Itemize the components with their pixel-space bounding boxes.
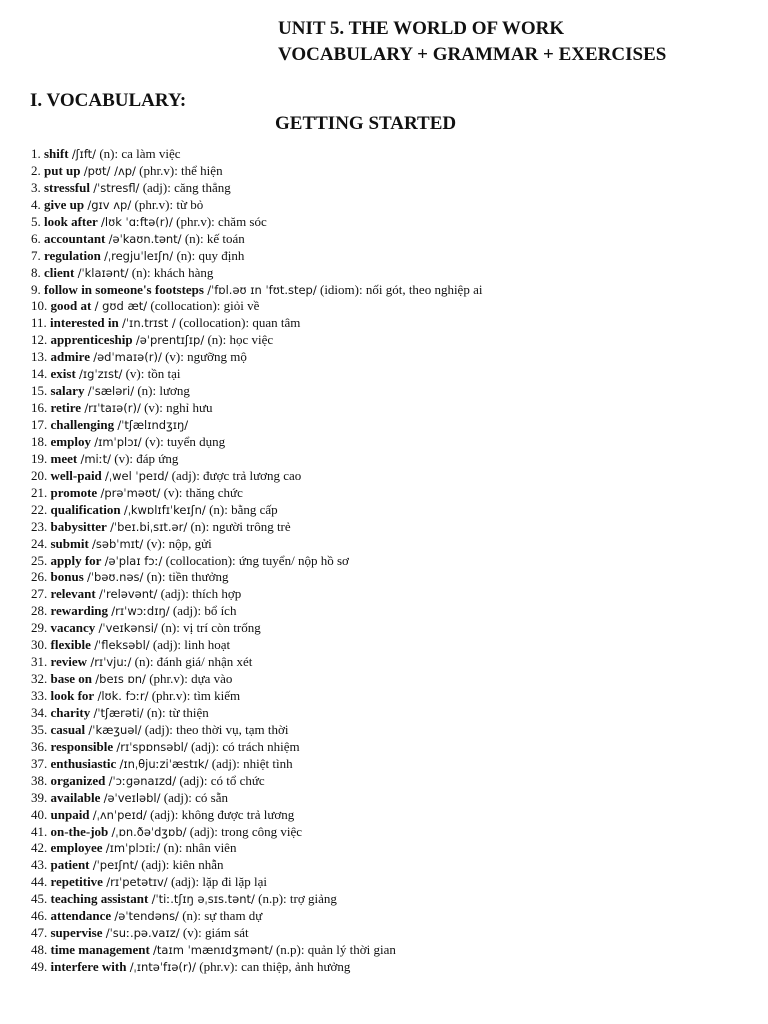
vocab-word: stressful xyxy=(44,179,90,195)
vocab-number: 1. xyxy=(31,146,41,161)
vocab-number: 26. xyxy=(31,569,48,585)
vocab-number: 43. xyxy=(31,857,48,873)
vocab-ipa: /əˈkaʊn.tənt/ xyxy=(108,231,182,246)
vocab-word: apprenticeship xyxy=(50,332,133,348)
vocab-definition: (n): tiền thưởng xyxy=(146,569,229,585)
vocab-ipa: /ˈɪn.trɪst / xyxy=(122,316,176,331)
vocab-item xyxy=(31,671,751,688)
vocab-word: rewarding xyxy=(50,603,109,619)
vocab-ipa: /ˌɪntəˈfɪə(r)/ xyxy=(129,960,197,974)
vocab-number: 6. xyxy=(31,230,41,246)
vocab-word: charity xyxy=(50,704,91,720)
vocab-item xyxy=(31,722,751,739)
vocab-number: 30. xyxy=(31,637,48,653)
vocab-word: qualification xyxy=(50,501,121,517)
vocab-number: 28. xyxy=(31,603,48,619)
vocab-ipa: /lʊk ˈɑːftə(r)/ xyxy=(101,214,173,229)
vocab-number: 8. xyxy=(31,264,41,280)
vocab-ipa: /ˌkwɒlɪfɪˈkeɪʃn/ xyxy=(123,502,206,517)
vocab-definition: (adj): thích hợp xyxy=(160,586,242,602)
vocab-ipa: /rɪˈpetətɪv/ xyxy=(106,875,168,890)
vocab-item xyxy=(31,824,751,841)
vocab-number: 27. xyxy=(31,586,48,602)
vocab-item xyxy=(31,163,751,180)
vocab-ipa: /taɪm ˈmænɪdʒmənt/ xyxy=(153,943,273,958)
vocab-word: relevant xyxy=(50,586,96,602)
vocab-word: promote xyxy=(50,484,98,500)
vocab-word: review xyxy=(50,654,88,670)
vocab-word: bonus xyxy=(50,569,84,585)
vocab-word: put up xyxy=(44,162,81,178)
vocab-number: 4. xyxy=(31,196,41,212)
vocab-number: 11. xyxy=(31,315,47,331)
vocab-number: 17. xyxy=(31,417,48,432)
vocab-item xyxy=(31,214,751,231)
vocab-ipa: /ˈtʃærəti/ xyxy=(93,705,144,720)
vocab-word: teaching assistant xyxy=(50,891,149,907)
vocab-word: well-paid xyxy=(50,467,102,483)
vocab-number: 32. xyxy=(31,671,48,687)
vocab-word: supervise xyxy=(50,925,103,941)
vocab-list xyxy=(31,146,751,976)
vocab-number: 44. xyxy=(31,874,48,890)
vocab-definition: (phr.v): can thiệp, ảnh hưởng xyxy=(199,959,351,974)
vocab-number: 22. xyxy=(31,501,48,517)
vocab-number: 40. xyxy=(31,806,48,822)
vocab-definition: (adj): trong công việc xyxy=(189,823,303,839)
vocab-number: 7. xyxy=(31,247,41,263)
vocab-ipa: /ˈklaɪənt/ xyxy=(77,265,129,280)
vocab-definition: (phr.v): từ bỏ xyxy=(134,196,204,212)
vocab-number: 20. xyxy=(31,467,48,483)
vocab-word: available xyxy=(50,789,101,805)
vocab-number: 33. xyxy=(31,688,48,703)
vocab-ipa: /rɪˈtaɪə(r)/ xyxy=(84,401,141,416)
vocab-definition: (collocation): giỏi về xyxy=(150,298,260,314)
vocab-ipa: /səbˈmɪt/ xyxy=(92,536,144,551)
vocab-definition: (v): giám sát xyxy=(182,925,249,941)
section-title: I. VOCABULARY: xyxy=(30,90,187,111)
vocab-definition: (adj): lặp đi lặp lại xyxy=(170,874,267,890)
vocab-word: flexible xyxy=(50,637,91,653)
vocab-item xyxy=(31,688,751,705)
vocab-item xyxy=(31,891,751,908)
vocab-definition: (v): tuyển dụng xyxy=(144,433,226,449)
vocab-definition: (n): từ thiện xyxy=(146,704,209,720)
vocab-number: 34. xyxy=(31,704,48,720)
vocab-word: time management xyxy=(50,942,150,958)
vocab-number: 48. xyxy=(31,942,48,958)
vocab-ipa: /ˈbəʊ.nəs/ xyxy=(87,570,144,585)
vocab-ipa: /ˈfleksəbl/ xyxy=(94,638,150,653)
vocab-ipa: /əˈtendəns/ xyxy=(114,909,179,924)
vocab-definition: (adj): nhiệt tình xyxy=(211,755,293,771)
vocab-item xyxy=(31,857,751,874)
vocab-item xyxy=(31,925,751,942)
vocab-word: good at xyxy=(50,298,92,314)
vocab-ipa: /ədˈmaɪə(r)/ xyxy=(93,350,162,365)
vocab-ipa: /gɪv ʌp/ xyxy=(87,197,132,212)
vocab-word: submit xyxy=(50,535,89,551)
vocab-item xyxy=(31,197,751,214)
vocab-word: employ xyxy=(50,433,91,449)
vocab-definition: (collocation): quan tâm xyxy=(179,315,301,331)
vocab-definition: (v): thăng chức xyxy=(163,484,243,500)
vocab-ipa: /əˈprentɪʃɪp/ xyxy=(135,333,205,348)
vocab-item xyxy=(31,485,751,502)
vocab-word: admire xyxy=(50,349,90,365)
vocab-ipa: /lʊk. fɔːr/ xyxy=(97,689,149,703)
vocab-number: 19. xyxy=(31,450,48,466)
vocab-definition: (phr.v): tìm kiếm xyxy=(151,688,241,703)
vocab-number: 45. xyxy=(31,891,48,907)
vocab-word: on-the-job xyxy=(50,823,109,839)
vocab-item xyxy=(31,807,751,824)
vocab-ipa: /ˈtiː.tʃɪŋ əˌsɪs.tənt/ xyxy=(151,892,255,907)
vocab-ipa: /ˌregjuˈleɪʃn/ xyxy=(104,248,174,263)
vocab-item xyxy=(31,908,751,925)
vocab-definition: (phr.v): chăm sóc xyxy=(176,213,267,229)
vocab-word: responsible xyxy=(50,738,114,754)
vocab-word: client xyxy=(44,264,75,280)
vocab-ipa: /ɪmˈplɔɪiː/ xyxy=(105,841,161,856)
vocab-ipa: /ɪmˈplɔɪ/ xyxy=(94,434,142,449)
vocab-word: challenging xyxy=(50,417,115,432)
vocab-item xyxy=(31,468,751,485)
vocab-number: 3. xyxy=(31,179,41,195)
vocab-item xyxy=(31,756,751,773)
vocab-definition: (n): ca làm việc xyxy=(99,146,181,161)
unit-header xyxy=(278,16,748,68)
vocab-number: 31. xyxy=(31,654,48,670)
vocab-ipa: /əˈveɪləbl/ xyxy=(103,790,161,805)
vocab-word: salary xyxy=(50,383,85,399)
vocab-definition: (adj): kiên nhẫn xyxy=(141,857,224,873)
vocab-definition: (n.p): trợ giảng xyxy=(258,891,337,907)
vocab-definition: (n): bằng cấp xyxy=(209,501,278,517)
vocab-word: babysitter xyxy=(50,518,107,534)
vocab-ipa: /əˈplaɪ fɔː/ xyxy=(104,553,163,568)
vocab-item xyxy=(31,434,751,451)
sub-title: GETTING STARTED xyxy=(275,113,457,134)
vocab-ipa: /ˈfɒl.əʊ ɪn ˈfʊt.step/ xyxy=(207,282,317,297)
vocab-item xyxy=(31,519,751,536)
vocab-word: retire xyxy=(50,400,82,416)
vocab-item xyxy=(31,332,751,349)
vocab-item xyxy=(31,773,751,790)
vocab-number: 24. xyxy=(31,535,48,551)
vocab-word: enthusiastic xyxy=(50,755,117,771)
vocab-definition: (adj): được trả lương cao xyxy=(171,467,302,483)
vocab-ipa: /miːt/ xyxy=(80,451,111,466)
vocab-item xyxy=(31,959,751,976)
vocab-definition: (n): kế toán xyxy=(184,230,245,246)
vocab-definition: (n): khách hàng xyxy=(131,264,214,280)
vocab-ipa: /ɪgˈzɪst/ xyxy=(79,367,123,382)
vocab-ipa: /rɪˈvjuː/ xyxy=(90,655,132,670)
vocab-number: 39. xyxy=(31,789,48,805)
vocab-item xyxy=(31,451,751,468)
vocab-item xyxy=(31,366,751,383)
vocab-ipa: /ˌɒn.ðəˈdʒɒb/ xyxy=(111,824,187,839)
vocab-definition: (adj): không được trả lương xyxy=(150,806,295,822)
vocab-ipa: /ˌʌnˈpeɪd/ xyxy=(92,807,147,822)
vocab-item xyxy=(31,265,751,282)
vocab-definition: (v): nộp, gửi xyxy=(146,535,212,551)
vocab-item xyxy=(31,620,751,637)
vocab-ipa: /prəˈməʊt/ xyxy=(100,485,161,500)
vocab-definition: (n): nhân viên xyxy=(163,840,237,856)
vocab-word: patient xyxy=(50,857,90,873)
vocab-definition: (phr.v): dựa vào xyxy=(149,671,233,687)
vocab-number: 18. xyxy=(31,433,48,449)
vocab-item xyxy=(31,180,751,197)
vocab-word: interested in xyxy=(50,315,119,331)
vocab-ipa: /ˈpeɪʃnt/ xyxy=(92,858,138,873)
vocab-ipa: /ʃɪft/ xyxy=(71,147,97,161)
unit-title: UNIT 5. THE WORLD OF WORK xyxy=(278,18,565,39)
vocab-item xyxy=(31,417,751,434)
vocab-definition: (v): đáp ứng xyxy=(114,450,179,466)
vocab-word: employee xyxy=(50,840,103,856)
vocab-definition: (n): quy định xyxy=(176,247,245,263)
vocab-number: 49. xyxy=(31,959,48,974)
vocab-item xyxy=(31,790,751,807)
vocab-number: 5. xyxy=(31,213,41,229)
vocab-number: 41. xyxy=(31,823,48,839)
vocab-word: look for xyxy=(50,688,95,703)
vocab-ipa: /ˈsæləri/ xyxy=(87,384,135,399)
vocab-number: 42. xyxy=(31,840,48,856)
vocab-ipa: /ˈkæʒuəl/ xyxy=(88,722,142,737)
vocab-word: base on xyxy=(50,671,93,687)
vocab-definition: (adj): linh hoạt xyxy=(152,637,231,653)
vocab-definition: (adj): có sẵn xyxy=(163,789,229,805)
vocab-word: repetitive xyxy=(50,874,103,890)
vocab-number: 10. xyxy=(31,298,48,314)
vocab-item xyxy=(31,349,751,366)
vocab-word: shift xyxy=(44,146,69,161)
vocab-item xyxy=(31,942,751,959)
vocab-item xyxy=(31,874,751,891)
vocab-item xyxy=(31,840,751,857)
vocab-definition: (v): nghỉ hưu xyxy=(144,400,213,416)
vocab-number: 21. xyxy=(31,484,48,500)
vocab-ipa: /ˈbeɪ.biˌsɪt.ər/ xyxy=(110,519,188,534)
vocab-item xyxy=(31,654,751,671)
vocab-number: 2. xyxy=(31,162,41,178)
vocab-number: 16. xyxy=(31,400,48,416)
vocab-item xyxy=(31,637,751,654)
vocab-definition: (n.p): quản lý thời gian xyxy=(275,942,396,958)
unit-subtitle: VOCABULARY + GRAMMAR + EXERCISES xyxy=(278,44,667,65)
vocab-word: vacancy xyxy=(50,620,96,636)
vocab-word: organized xyxy=(50,772,106,788)
vocab-ipa: /ˈveɪkənsi/ xyxy=(98,621,158,636)
vocab-number: 13. xyxy=(31,349,48,365)
vocab-definition: (v): tồn tại xyxy=(125,366,181,382)
vocab-ipa: /ˈsuː.pə.vaɪz/ xyxy=(105,926,180,941)
vocab-ipa: /pʊt/ /ʌp/ xyxy=(83,163,136,178)
vocab-item xyxy=(31,400,751,417)
vocab-number: 25. xyxy=(31,552,48,568)
vocab-word: attendance xyxy=(50,908,112,924)
vocab-number: 14. xyxy=(31,366,48,382)
vocab-word: apply for xyxy=(50,552,102,568)
vocab-definition: (collocation): ứng tuyển/ nộp hồ sơ xyxy=(165,552,349,568)
vocab-definition: (adj): có tổ chức xyxy=(179,772,265,788)
vocab-number: 47. xyxy=(31,925,48,941)
vocab-ipa: /ˌwel ˈpeɪd/ xyxy=(105,468,169,483)
vocab-item xyxy=(31,315,751,332)
vocab-item xyxy=(31,502,751,519)
vocab-definition: (idiom): nối gót, theo nghiệp ai xyxy=(319,281,483,297)
vocab-ipa: /ˈreləvənt/ xyxy=(99,587,158,602)
vocab-ipa: /rɪˈwɔːdɪŋ/ xyxy=(111,604,170,619)
vocab-definition: (adj): theo thời vụ, tạm thời xyxy=(144,721,289,737)
vocab-definition: (v): ngưỡng mộ xyxy=(165,349,247,365)
vocab-item xyxy=(31,248,751,265)
vocab-item xyxy=(31,705,751,722)
vocab-word: interfere with xyxy=(50,959,127,974)
vocab-item xyxy=(31,282,751,299)
vocab-word: unpaid xyxy=(50,806,90,822)
vocab-ipa: /ˈstresfl/ xyxy=(93,180,140,195)
vocab-word: give up xyxy=(44,196,85,212)
vocab-word: exist xyxy=(50,366,76,382)
vocab-definition: (phr.v): thể hiện xyxy=(139,162,223,178)
vocab-item xyxy=(31,569,751,586)
vocab-number: 37. xyxy=(31,755,48,771)
vocab-definition: (adj): có trách nhiệm xyxy=(190,738,300,754)
vocab-ipa: / gʊd æt/ xyxy=(94,299,148,314)
vocab-ipa: /ɪnˌθjuːziˈæstɪk/ xyxy=(119,756,209,771)
vocab-number: 38. xyxy=(31,772,48,788)
vocab-ipa: /ˈɔːgənaɪzd/ xyxy=(108,773,177,788)
vocab-ipa: /ˈtʃælɪndʒɪŋ/ xyxy=(117,418,189,432)
vocab-definition: (n): lương xyxy=(137,383,190,399)
vocab-definition: (n): sự tham dự xyxy=(182,908,263,924)
vocab-item xyxy=(31,298,751,315)
vocab-number: 29. xyxy=(31,620,48,636)
vocab-item xyxy=(31,586,751,603)
vocab-item xyxy=(31,739,751,756)
vocab-number: 36. xyxy=(31,738,48,754)
vocab-definition: (n): vị trí còn trống xyxy=(161,620,261,636)
vocab-word: follow in someone's footsteps xyxy=(44,281,204,297)
vocab-word: look after xyxy=(44,213,98,229)
vocab-definition: (n): học việc xyxy=(207,332,274,348)
vocab-number: 46. xyxy=(31,908,48,924)
vocab-definition: (n): đánh giá/ nhận xét xyxy=(134,654,253,670)
vocab-number: 23. xyxy=(31,518,48,534)
vocab-item xyxy=(31,146,751,163)
vocab-number: 15. xyxy=(31,383,48,399)
vocab-number: 35. xyxy=(31,721,48,737)
vocab-word: regulation xyxy=(44,247,101,263)
vocab-item xyxy=(31,536,751,553)
vocab-item xyxy=(31,603,751,620)
vocab-word: meet xyxy=(50,450,78,466)
vocab-number: 9. xyxy=(31,281,41,297)
vocab-word: accountant xyxy=(44,230,106,246)
vocab-item xyxy=(31,231,751,248)
vocab-definition: (n): người trông trẻ xyxy=(190,518,291,534)
vocab-item xyxy=(31,553,751,570)
vocab-item xyxy=(31,383,751,400)
vocab-definition: (adj): bổ ích xyxy=(172,603,237,619)
vocab-ipa: /rɪˈspɒnsəbl/ xyxy=(116,739,188,754)
vocab-ipa: /beɪs ɒn/ xyxy=(95,672,146,687)
vocab-definition: (adj): căng thẳng xyxy=(142,179,231,195)
vocab-number: 12. xyxy=(31,332,48,348)
vocab-word: casual xyxy=(50,721,86,737)
